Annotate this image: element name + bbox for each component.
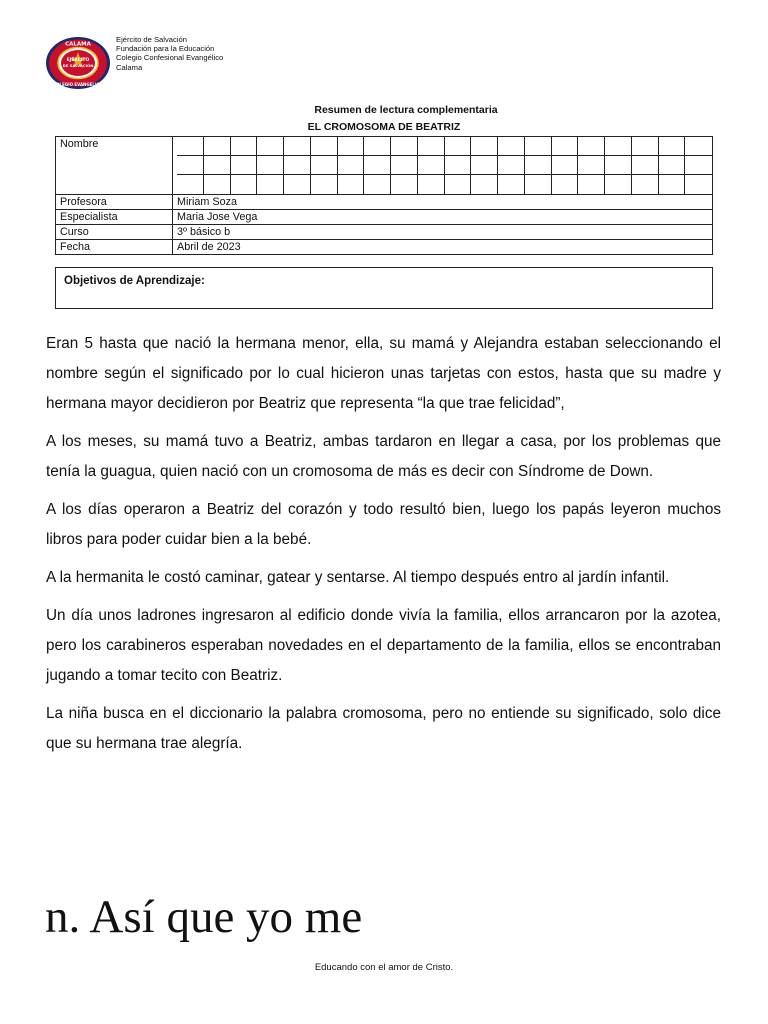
- fecha-label: Fecha: [56, 240, 173, 255]
- profesora-label: Profesora: [56, 195, 173, 210]
- name-letter-box[interactable]: [338, 156, 365, 175]
- name-letter-box[interactable]: [284, 175, 311, 194]
- fecha-value: Abril de 2023: [173, 240, 713, 255]
- name-letter-box[interactable]: [659, 175, 686, 194]
- name-letter-box[interactable]: [177, 156, 204, 175]
- especialista-label: Especialista: [56, 210, 173, 225]
- document-subtitle: Resumen de lectura complementaria: [314, 104, 498, 116]
- name-letter-box[interactable]: [498, 156, 525, 175]
- name-letter-box[interactable]: [632, 175, 659, 194]
- name-letter-box[interactable]: [578, 137, 605, 156]
- name-letter-box[interactable]: [257, 175, 284, 194]
- name-letter-box[interactable]: [578, 156, 605, 175]
- name-letter-box[interactable]: [257, 137, 284, 156]
- name-letter-box[interactable]: [659, 137, 686, 156]
- document-title: EL CROMOSOMA DE BEATRIZ: [307, 121, 461, 133]
- name-letter-box[interactable]: [445, 137, 472, 156]
- institution-line: Ejército de Salvación: [116, 35, 187, 44]
- name-letter-box[interactable]: [391, 175, 418, 194]
- name-letter-box[interactable]: [445, 175, 472, 194]
- name-letter-box[interactable]: [605, 175, 632, 194]
- name-letter-box[interactable]: [525, 137, 552, 156]
- institution-line: Colegio Confesional Evangélico: [116, 53, 224, 63]
- institution-block: [116, 35, 223, 72]
- name-letter-box[interactable]: [605, 137, 632, 156]
- name-letter-box[interactable]: [445, 156, 472, 175]
- name-letter-box[interactable]: [552, 156, 579, 175]
- name-letter-box[interactable]: [364, 156, 391, 175]
- name-letter-box[interactable]: [177, 175, 204, 194]
- name-letter-box[interactable]: [204, 175, 231, 194]
- name-letter-box[interactable]: [685, 156, 712, 175]
- large-text-fragment: n. Así que yo me: [45, 891, 363, 943]
- logo-center-text-2: DE SALVACIÓN: [62, 63, 94, 68]
- name-letter-box[interactable]: [391, 156, 418, 175]
- name-letter-box[interactable]: [659, 156, 686, 175]
- school-crest-icon: [45, 36, 111, 90]
- name-letter-box[interactable]: [231, 175, 258, 194]
- name-letter-box[interactable]: [231, 137, 258, 156]
- institution-line: Calama: [116, 62, 143, 72]
- name-letter-box[interactable]: [364, 175, 391, 194]
- name-letter-box[interactable]: [685, 137, 712, 156]
- nombre-letter-grid[interactable]: [173, 137, 713, 195]
- name-letter-box[interactable]: [311, 156, 338, 175]
- name-letter-box[interactable]: [418, 175, 445, 194]
- name-letter-box[interactable]: [471, 137, 498, 156]
- logo-ring-bottom-text: COLEGIO EVANGELICO: [53, 82, 103, 87]
- name-letter-box[interactable]: [578, 175, 605, 194]
- paragraph: A la hermanita le costó caminar, gatear y sentarse. Al tiempo después entro al jardín infantil.: [46, 569, 670, 586]
- name-letter-box[interactable]: [525, 175, 552, 194]
- name-letter-box[interactable]: [632, 156, 659, 175]
- footer-motto: Educando con el amor de Cristo.: [314, 962, 454, 973]
- curso-value: 3º básico b: [173, 225, 713, 240]
- objetivos-label: Objetivos de Aprendizaje:: [64, 275, 205, 287]
- name-letter-box[interactable]: [471, 156, 498, 175]
- name-letter-box[interactable]: [284, 137, 311, 156]
- name-letter-box[interactable]: [391, 137, 418, 156]
- name-letter-box[interactable]: [552, 175, 579, 194]
- name-letter-box[interactable]: [204, 156, 231, 175]
- especialista-value: Maria Jose Vega: [173, 210, 713, 225]
- name-letter-box[interactable]: [284, 156, 311, 175]
- profesora-value: Miriam Soza: [173, 195, 713, 210]
- name-letter-box[interactable]: [257, 156, 284, 175]
- paragraph: A los días operaron a Beatriz del corazón y todo resultó bien, luego los papás leyeron muchos libros para poder cuidar bien a la bebé.: [46, 501, 721, 548]
- name-letter-box[interactable]: [498, 175, 525, 194]
- name-letter-box[interactable]: [498, 137, 525, 156]
- name-letter-box[interactable]: [364, 137, 391, 156]
- name-letter-box[interactable]: [471, 175, 498, 194]
- logo-center-text-1: EJÉRCITO: [66, 58, 90, 63]
- logo-ring-top-text: CALAMA: [65, 41, 91, 48]
- name-letter-box[interactable]: [685, 175, 712, 194]
- name-letter-box[interactable]: [605, 156, 632, 175]
- paragraph: La niña busca en el diccionario la palabra cromosoma, pero no entiende su significado, solo dice que su hermana trae alegría.: [46, 705, 721, 752]
- paragraph: Eran 5 hasta que nació la hermana menor, ella, su mamá y Alejandra estaban seleccionando el nombre según el significado por lo cual hicieron unas tarjetas con estos, hasta que su madre y hermana mayor decidieron por Beatriz que representa “la que trae felicidad”,: [46, 335, 721, 412]
- name-letter-box[interactable]: [552, 137, 579, 156]
- name-letter-box[interactable]: [525, 156, 552, 175]
- curso-label: Curso: [56, 225, 173, 240]
- name-letter-box[interactable]: [231, 156, 258, 175]
- name-letter-box[interactable]: [338, 175, 365, 194]
- student-info-table: [55, 136, 713, 255]
- name-letter-box[interactable]: [311, 137, 338, 156]
- institution-line: Fundación para la Educación: [116, 44, 215, 54]
- name-letter-box[interactable]: [338, 137, 365, 156]
- name-letter-box[interactable]: [177, 137, 204, 156]
- paragraph: Un día unos ladrones ingresaron al edificio donde vivía la familia, ellos arrancaron por la azotea, pero los carabineros esperaban novedades en el departamento de la familia, ellos se encontraban jugando a tomar tecito con Beatriz.: [46, 607, 721, 684]
- name-letter-box[interactable]: [311, 175, 338, 194]
- name-letter-box[interactable]: [632, 137, 659, 156]
- nombre-label: Nombre: [56, 137, 173, 195]
- name-letter-box[interactable]: [418, 137, 445, 156]
- objetivos-box: [55, 267, 713, 309]
- name-letter-box[interactable]: [204, 137, 231, 156]
- paragraph: A los meses, su mamá tuvo a Beatriz, ambas tardaron en llegar a casa, por los problemas que tenía la guagua, quien nació con un cromosoma de más es decir con Síndrome de Down.: [46, 433, 721, 480]
- name-letter-box[interactable]: [418, 156, 445, 175]
- reading-summary: [46, 329, 721, 767]
